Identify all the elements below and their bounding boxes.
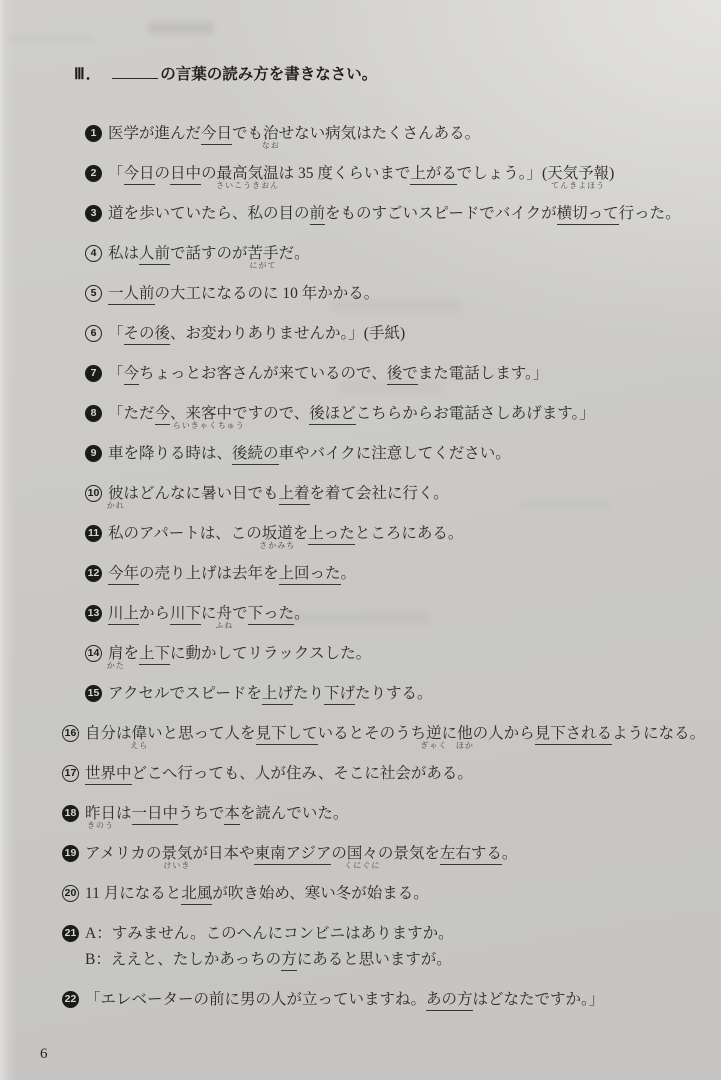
sentence-line	[108, 404, 721, 430]
furigana-word	[161, 844, 193, 870]
underlined-word: 上った	[308, 525, 355, 545]
item-lines	[85, 924, 721, 969]
sentence-line	[108, 284, 721, 303]
item-number-badge: 1	[85, 125, 102, 142]
underlined-word: 東南アジア	[254, 845, 331, 865]
item-lines	[108, 284, 721, 303]
underlined-word: 今	[124, 365, 140, 385]
sentence-line	[108, 204, 721, 223]
furigana-reading: てんきよほう	[551, 181, 606, 190]
text-segment: だ。	[278, 245, 310, 262]
item-number-badge: 7	[85, 365, 102, 382]
underlined-word: 上回った	[279, 565, 341, 585]
text-segment: でしょう。」(	[456, 165, 548, 182]
text-segment: を	[292, 525, 309, 542]
item-lines	[108, 364, 721, 383]
furigana-reading: くにぐに	[344, 861, 381, 870]
text-segment: はどんなに暑い日でも	[123, 485, 279, 502]
item-number-badge: 14	[85, 645, 102, 662]
sentence-line	[85, 724, 721, 750]
item-lines	[108, 124, 721, 150]
exercise-item-11	[85, 524, 721, 550]
furigana-reading: ほか	[455, 741, 474, 750]
exercise-item-6	[85, 324, 721, 343]
item-lines	[108, 524, 721, 550]
underlined-word: 後で	[387, 365, 418, 385]
furigana-reading: ふね	[215, 621, 234, 630]
sentence-line	[108, 164, 721, 190]
sentence-line	[85, 924, 721, 943]
exercise-item-1	[85, 124, 721, 150]
exercise-item-8	[85, 404, 721, 430]
text-segment: をものすごいスピードでバイクが	[325, 205, 557, 222]
text-segment: の	[154, 165, 171, 182]
item-lines	[108, 164, 721, 190]
sentence-line	[108, 124, 721, 150]
item-lines	[108, 444, 721, 463]
furigana-word	[130, 724, 149, 750]
underlined-word: 上がる	[410, 165, 456, 185]
section-numeral: Ⅲ．	[74, 66, 103, 83]
furigana-base: 坂道	[261, 525, 293, 542]
text-segment: 「ただ	[108, 405, 155, 422]
exercise-item-22	[62, 990, 721, 1009]
text-segment: )	[609, 165, 615, 182]
text-segment: は 35 度くらいまで	[278, 165, 411, 182]
text-segment: にあると思いますが。	[296, 951, 452, 968]
text-segment: に	[201, 605, 217, 622]
text-segment: 。	[501, 845, 518, 862]
item-lines	[85, 804, 721, 830]
sentence-line	[108, 684, 721, 703]
item-lines	[85, 990, 721, 1009]
item-lines	[85, 844, 721, 870]
underlined-word: 今	[155, 405, 171, 425]
furigana-base: 逆	[426, 725, 442, 742]
furigana-reading: きのう	[87, 821, 114, 830]
text-segment: 11 月になると	[85, 885, 182, 902]
exercise-item-16	[62, 724, 721, 750]
text-segment: の売り上げは去年を	[139, 565, 279, 582]
text-segment: うちで	[178, 805, 225, 822]
item-lines	[108, 204, 721, 223]
text-segment: の人から	[472, 725, 535, 742]
exercise-item-18	[62, 804, 721, 830]
underlined-word: 前	[310, 205, 326, 225]
exercise-item-20	[62, 884, 721, 903]
text-segment: こちらからお電話さしあげます。」	[355, 405, 595, 422]
text-segment: いるとそのうち	[317, 725, 427, 742]
text-segment: 「	[108, 165, 124, 182]
furigana-base: 昨日	[85, 805, 117, 822]
furigana-base: 景気	[161, 845, 193, 862]
item-number-badge: 4	[85, 245, 102, 262]
text-segment: はどなたですか。」	[472, 991, 605, 1008]
sentence-line	[106, 484, 721, 510]
underlined-word: 下げ	[324, 685, 355, 705]
furigana-reading: さいこうきおん	[216, 181, 280, 190]
underlined-word: あの方	[426, 991, 473, 1011]
text-segment: が日本や	[192, 845, 255, 862]
text-segment: 「エレベーターの前に男の人が立っていますね。	[85, 991, 427, 1008]
furigana-base: 他	[457, 725, 473, 742]
exercise-item-5	[85, 284, 721, 303]
item-number-badge: 6	[85, 325, 102, 342]
exercise-item-19	[62, 844, 721, 870]
furigana-base: 治	[263, 125, 279, 142]
furigana-base: 来客中	[185, 405, 233, 422]
text-segment: 。	[294, 605, 310, 622]
furigana-base: 彼	[108, 485, 124, 502]
furigana-reading: ぎゃく	[420, 741, 448, 750]
text-segment: ところにある。	[354, 525, 464, 542]
text-segment: 私は	[108, 245, 140, 262]
text-segment: の大工になるのに 10 年かかる。	[154, 285, 380, 302]
text-segment: 。	[340, 565, 357, 582]
sentence-line	[108, 444, 721, 463]
item-lines	[108, 604, 721, 630]
text-segment: の	[201, 165, 217, 182]
text-segment: で話すのが	[170, 245, 248, 262]
exercise-item-21	[62, 924, 721, 969]
exercise-item-14	[85, 644, 721, 670]
sentence-line	[85, 804, 721, 830]
underlined-word: 下った	[248, 605, 295, 625]
underlined-word: 川下	[170, 605, 201, 625]
text-segment: たり	[292, 685, 324, 702]
item-lines	[108, 564, 721, 583]
text-segment: に	[441, 725, 458, 742]
underlined-word: 一人前	[108, 285, 155, 305]
underlined-word: 今日	[124, 165, 155, 185]
furigana-reading: にがて	[249, 261, 277, 270]
furigana-word	[216, 164, 280, 190]
sentence-line	[85, 950, 721, 969]
item-number-badge: 8	[85, 405, 102, 422]
underlined-word: 今年	[108, 565, 139, 585]
furigana-word	[455, 724, 474, 750]
sentence-line	[85, 844, 721, 870]
item-number-badge: 11	[85, 525, 102, 542]
underlined-word: 後ほど	[309, 405, 356, 425]
sentence-line	[108, 604, 721, 630]
page-number: 6	[40, 1046, 48, 1062]
text-segment: を読んでいた。	[239, 805, 349, 822]
text-segment: 、お変わりありませんか。」(手紙)	[170, 325, 406, 342]
furigana-base: 苦手	[247, 245, 279, 262]
item-lines	[85, 884, 721, 903]
furigana-word	[247, 244, 279, 270]
sentence-line	[108, 324, 721, 343]
text-segment: に動かしてリラックスした。	[170, 645, 372, 662]
underlined-word: 今日	[201, 125, 232, 145]
item-number-badge: 13	[85, 605, 102, 622]
text-segment: は	[116, 805, 132, 822]
text-segment: 「	[108, 325, 124, 342]
exercise-item-10	[85, 484, 721, 510]
text-segment: を着て会社に行く。	[309, 485, 449, 502]
text-segment: 自分は	[85, 725, 132, 742]
text-segment: A：すみません。このへんにコンビニはありますか。	[85, 925, 454, 942]
item-number-badge: 22	[62, 991, 79, 1008]
item-lines	[108, 684, 721, 703]
item-number-badge: 15	[85, 685, 102, 702]
item-number-badge: 19	[62, 845, 79, 862]
item-number-badge: 21	[62, 925, 79, 942]
underlined-word: 上着	[279, 485, 310, 505]
text-segment: 医学が進んだ	[108, 125, 202, 142]
furigana-reading: けいき	[163, 861, 191, 870]
furigana-base: 天気予報	[547, 165, 610, 182]
text-segment: ですので、	[232, 405, 310, 422]
text-segment: の	[331, 845, 347, 862]
sentence-line	[85, 990, 721, 1009]
exercise-item-7	[85, 364, 721, 383]
furigana-reading: らいきゃくちゅう	[172, 421, 245, 430]
text-segment: が吹き始め、寒い冬が始まる。	[212, 885, 429, 902]
item-lines	[85, 724, 721, 750]
text-segment: たりする。	[354, 685, 433, 702]
exercise-item-17	[62, 764, 721, 783]
text-segment: 「	[108, 365, 124, 382]
sentence-line	[85, 884, 721, 903]
furigana-reading: かた	[106, 661, 125, 670]
text-segment: の景気を	[377, 845, 440, 862]
underlined-word: 上下	[139, 645, 170, 665]
sentence-line	[108, 564, 721, 583]
item-lines	[108, 404, 721, 430]
furigana-base: 肩	[108, 645, 124, 662]
text-segment: B：ええと、たしかあっちの	[85, 951, 282, 968]
furigana-word	[85, 804, 117, 830]
furigana-word	[106, 484, 125, 510]
item-lines	[85, 764, 721, 783]
exercise-item-15	[85, 684, 721, 703]
furigana-word	[261, 124, 280, 150]
item-number-badge: 20	[62, 885, 79, 902]
item-number-badge: 9	[85, 445, 102, 462]
text-segment: で	[232, 605, 248, 622]
furigana-reading: なお	[261, 141, 280, 150]
exercise-heading	[74, 62, 721, 82]
sentence-line	[106, 644, 721, 670]
text-segment: 車やバイクに注意してください。	[278, 445, 511, 462]
underlined-word: 上げ	[262, 685, 293, 705]
underlined-word: 日中	[170, 165, 201, 185]
sentence-line	[108, 364, 721, 383]
furigana-base: 国々	[346, 845, 378, 862]
underlined-word: 人前	[139, 245, 170, 265]
furigana-reading: かれ	[106, 501, 125, 510]
exercise-item-12	[85, 564, 721, 583]
text-segment: を	[123, 645, 140, 662]
underlined-word: 横切って	[557, 205, 619, 225]
text-segment: いと思って人を	[147, 725, 256, 742]
underlined-word: 見下される	[535, 725, 613, 745]
item-number-badge: 10	[85, 485, 102, 502]
underlined-word: 方	[281, 951, 297, 971]
exercise-item-13	[85, 604, 721, 630]
item-number-badge: 16	[62, 725, 79, 742]
underlined-word: 川上	[108, 605, 139, 625]
text-segment: ちょっとお客さんが来ているので、	[139, 365, 387, 382]
text-segment: 私のアパートは、この	[108, 525, 262, 542]
text-segment: アメリカの	[85, 845, 162, 862]
text-segment: ようになる。	[612, 725, 706, 742]
underlined-word: 一日中	[132, 805, 179, 825]
sentence-line	[108, 244, 721, 270]
text-segment: でも	[232, 125, 264, 142]
furigana-reading: さかみち	[259, 541, 296, 550]
underlined-word: 後続の	[232, 445, 279, 465]
furigana-base: 舟	[216, 605, 233, 622]
item-lines	[106, 644, 721, 670]
furigana-base: 偉	[131, 725, 148, 742]
text-segment: 道を歩いていたら、私の目の	[108, 205, 310, 222]
furigana-word	[344, 844, 381, 870]
item-lines	[108, 244, 721, 270]
text-segment: また電話します。」	[417, 365, 549, 382]
item-number-badge: 2	[85, 165, 102, 182]
text-segment: 車を降りる時は、	[108, 445, 233, 462]
item-number-badge: 18	[62, 805, 79, 822]
exercise-item-2	[85, 164, 721, 190]
furigana-word	[172, 404, 245, 430]
item-lines	[108, 324, 721, 343]
underlined-word: その後	[124, 325, 171, 345]
furigana-word	[215, 604, 234, 630]
furigana-base: 最高気温	[216, 165, 279, 182]
exercise-instruction: の言葉の読み方を書きなさい。	[160, 66, 378, 83]
sentence-line	[108, 524, 721, 550]
underlined-word: 左右する	[440, 845, 502, 865]
item-number-badge: 12	[85, 565, 102, 582]
underlined-word: 世界中	[85, 765, 132, 785]
text-segment: どこへ行っても、人が住み、そこに社会がある。	[131, 765, 473, 782]
underlined-word: 北風	[181, 885, 212, 905]
item-number-badge: 5	[85, 285, 102, 302]
blank-underline	[112, 77, 158, 79]
sentence-line	[85, 764, 721, 783]
text-segment: せない病気はたくさんある。	[278, 125, 481, 142]
text-segment: 、	[170, 405, 186, 422]
text-segment: アクセルでスピードを	[108, 685, 262, 702]
underlined-word: 見下して	[256, 725, 318, 745]
exercise-item-3	[85, 204, 721, 223]
furigana-word	[259, 524, 296, 550]
exercise-item-4	[85, 244, 721, 270]
furigana-word	[420, 724, 448, 750]
exercise-list	[0, 124, 721, 1009]
furigana-word	[547, 164, 610, 190]
item-lines	[106, 484, 721, 510]
underlined-word: 本	[224, 805, 240, 825]
furigana-word	[106, 644, 125, 670]
text-segment: 行った。	[618, 205, 681, 222]
exercise-item-9	[85, 444, 721, 463]
item-number-badge: 3	[85, 205, 102, 222]
text-segment: から	[139, 605, 171, 622]
furigana-reading: えら	[130, 741, 149, 750]
item-number-badge: 17	[62, 765, 79, 782]
